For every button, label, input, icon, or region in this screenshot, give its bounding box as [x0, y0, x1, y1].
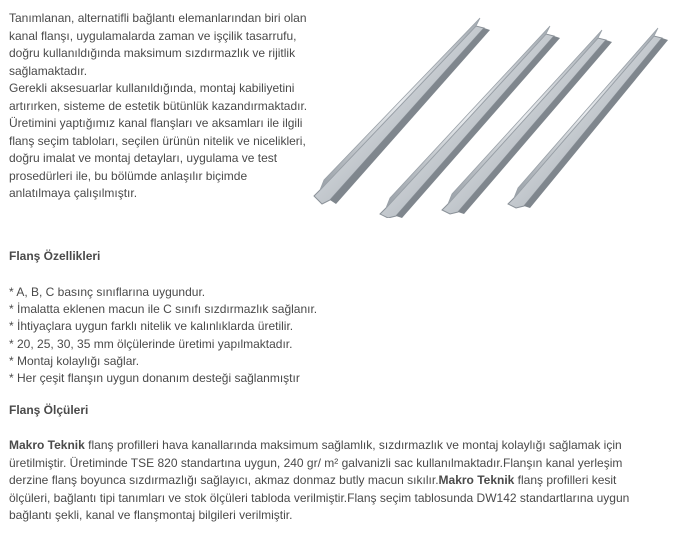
dimensions-text: flanş profilleri kesit ölçüleri, bağlantı tipi tanımları ve stok ölçüleri tabloda verilmiştir.Flanş seçim tablosunda DW142 standartlarına uygun bağlantı şekli, kanal ve flanşmontaj bilgileri verilmiştir.	[9, 473, 630, 522]
list-item: * A, B, C basınç sınıflarına uygundur.	[9, 285, 206, 299]
intro-paragraph: Tanımlanan, alternatifli bağlantı elemanlarından biri olan kanal flanşı, uygulamalarda zaman ve işçilik tasarrufu, doğru kullanıldığında maksimum sızdırmazlık ve rijitlik sağlamaktadır.	[9, 11, 307, 78]
features-list	[9, 284, 317, 387]
list-item: * 20, 25, 30, 35 mm ölçülerinde üretimi yapılmaktadır.	[9, 336, 293, 351]
dimensions-paragraph	[9, 437, 649, 525]
features-heading: Flanş Özellikleri	[9, 249, 101, 263]
list-item: * İmalatta eklenen macun ile C sınıfı sızdırmazlık sağlanır.	[9, 302, 318, 317]
list-item: * İhtiyaçlara uygun farklı nitelik ve kalınlıklarda üretilir.	[9, 319, 294, 334]
brand-name: Makro Teknik	[438, 473, 515, 487]
flange-profile	[314, 18, 490, 204]
intro-paragraph: Gerekli aksesuarlar kullanıldığında, montaj kabiliyetini artırırken, sisteme de estetik bütünlük kazandırmaktadır.	[9, 81, 308, 113]
list-item: * Her çeşit flanşın uygun donanım desteği sağlanmıştır	[9, 371, 300, 386]
intro-text	[9, 10, 309, 203]
dimensions-text: flanş profilleri hava kanallarında maksimum sağlamlık, sızdırmazlık ve montaj kolaylığı sağlamak için üretilmiştir. Üretiminde TSE 820 standartına uygun, 240 gr/ m² galvanizli sac kullanılmaktadır.Flanşın kanal yerleşim derzine flanş boyunca sızdırmazlığı sağlayıcı, akmaz donmaz butly macun sıkılır.	[9, 438, 623, 487]
intro-paragraph: Üretimini yaptığımız kanal flanşları ve aksamları ile ilgili flanş seçim tabloları, seçilen ürünün nitelik ve nicelikleri, doğru imalat ve montaj detayları, uygulama ve test prosedürleri ile, bu bölümde anlaşılır biçimde anlatılmaya çalışılmıştır.	[9, 116, 306, 200]
flange-profiles-icon	[308, 8, 670, 218]
list-item: * Montaj kolaylığı sağlar.	[9, 353, 140, 368]
brand-name: Makro Teknik	[9, 438, 85, 452]
dimensions-heading: Flanş Ölçüleri	[9, 403, 89, 417]
flange-profiles-image	[308, 8, 670, 218]
